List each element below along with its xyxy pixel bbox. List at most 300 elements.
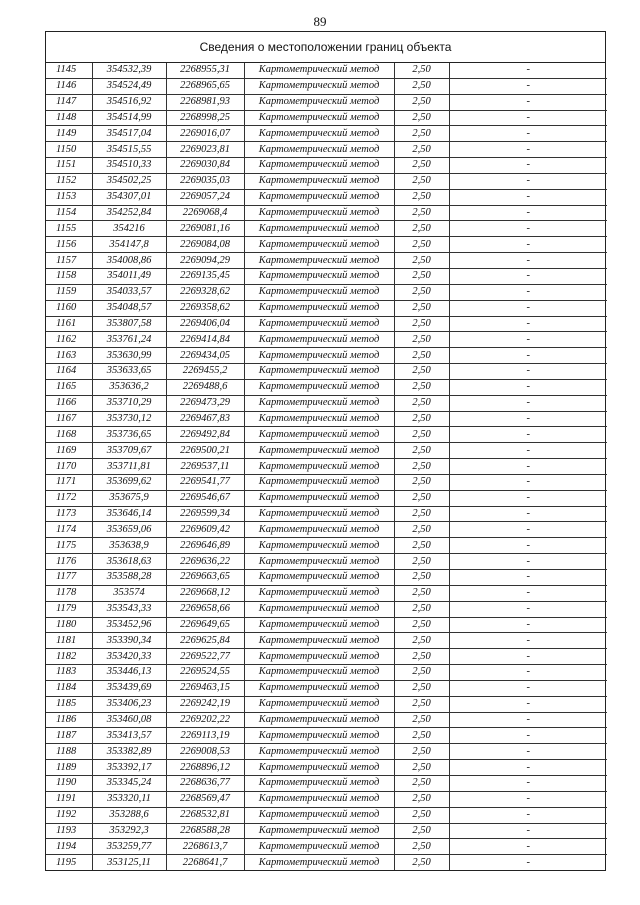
x-coordinate-cell: 353633,65: [92, 364, 166, 380]
y-coordinate-cell: 2269035,03: [166, 173, 244, 189]
x-coordinate-cell: 353636,2: [92, 379, 166, 395]
x-coordinate-cell: 354033,57: [92, 284, 166, 300]
accuracy-cell: 2,50: [394, 807, 449, 823]
y-coordinate-cell: 2269663,65: [166, 570, 244, 586]
x-coordinate-cell: 353638,9: [92, 538, 166, 554]
method-cell: Картометрический метод: [244, 63, 394, 78]
accuracy-cell: 2,50: [394, 744, 449, 760]
description-cell: -: [449, 142, 607, 158]
description-cell: -: [449, 237, 607, 253]
accuracy-cell: 2,50: [394, 775, 449, 791]
description-cell: -: [449, 744, 607, 760]
y-coordinate-cell: 2269202,22: [166, 712, 244, 728]
table-row: [46, 316, 607, 332]
y-coordinate-cell: 2269500,21: [166, 443, 244, 459]
y-coordinate-cell: 2269328,62: [166, 284, 244, 300]
table-row: [46, 760, 607, 776]
y-coordinate-cell: 2269625,84: [166, 633, 244, 649]
table-row: [46, 443, 607, 459]
point-number-cell: 1169: [46, 443, 92, 459]
x-coordinate-cell: 354502,25: [92, 173, 166, 189]
y-coordinate-cell: 2268981,93: [166, 94, 244, 110]
y-coordinate-cell: 2269522,77: [166, 649, 244, 665]
method-cell: Картометрический метод: [244, 633, 394, 649]
y-coordinate-cell: 2269463,15: [166, 680, 244, 696]
point-number-cell: 1182: [46, 649, 92, 665]
method-cell: Картометрический метод: [244, 855, 394, 870]
y-coordinate-cell: 2269636,22: [166, 554, 244, 570]
description-cell: -: [449, 775, 607, 791]
method-cell: Картометрический метод: [244, 474, 394, 490]
x-coordinate-cell: 354307,01: [92, 189, 166, 205]
y-coordinate-cell: 2268532,81: [166, 807, 244, 823]
table-title: Сведения о местоположении границ объекта: [46, 32, 605, 63]
x-coordinate-cell: 353675,9: [92, 490, 166, 506]
table-row: [46, 490, 607, 506]
table-row: [46, 474, 607, 490]
point-number-cell: 1157: [46, 253, 92, 269]
table-row: [46, 205, 607, 221]
method-cell: Картометрический метод: [244, 300, 394, 316]
x-coordinate-cell: 354516,92: [92, 94, 166, 110]
y-coordinate-cell: 2269541,77: [166, 474, 244, 490]
method-cell: Картометрический метод: [244, 680, 394, 696]
accuracy-cell: 2,50: [394, 94, 449, 110]
page-number: 89: [313, 14, 327, 29]
y-coordinate-cell: 2269068,4: [166, 205, 244, 221]
x-coordinate-cell: 353574: [92, 585, 166, 601]
y-coordinate-cell: 2269668,12: [166, 585, 244, 601]
method-cell: Картометрический метод: [244, 554, 394, 570]
description-cell: -: [449, 158, 607, 174]
point-number-cell: 1177: [46, 570, 92, 586]
x-coordinate-cell: 354147,8: [92, 237, 166, 253]
x-coordinate-cell: 354252,84: [92, 205, 166, 221]
table-row: [46, 237, 607, 253]
point-number-cell: 1156: [46, 237, 92, 253]
x-coordinate-cell: 353288,6: [92, 807, 166, 823]
accuracy-cell: 2,50: [394, 237, 449, 253]
point-number-cell: 1150: [46, 142, 92, 158]
description-cell: -: [449, 585, 607, 601]
table-row: [46, 189, 607, 205]
description-cell: -: [449, 522, 607, 538]
y-coordinate-cell: 2269434,05: [166, 348, 244, 364]
x-coordinate-cell: 353420,33: [92, 649, 166, 665]
accuracy-cell: 2,50: [394, 680, 449, 696]
point-number-cell: 1180: [46, 617, 92, 633]
x-coordinate-cell: 354515,55: [92, 142, 166, 158]
y-coordinate-cell: 2269455,2: [166, 364, 244, 380]
y-coordinate-cell: 2269016,07: [166, 126, 244, 142]
y-coordinate-cell: 2269081,16: [166, 221, 244, 237]
table-row: [46, 63, 607, 78]
table-row: [46, 855, 607, 870]
x-coordinate-cell: 353439,69: [92, 680, 166, 696]
x-coordinate-cell: 354524,49: [92, 78, 166, 94]
point-number-cell: 1192: [46, 807, 92, 823]
x-coordinate-cell: 354510,33: [92, 158, 166, 174]
y-coordinate-cell: 2269488,6: [166, 379, 244, 395]
table-row: [46, 300, 607, 316]
y-coordinate-cell: 2269094,29: [166, 253, 244, 269]
method-cell: Картометрический метод: [244, 78, 394, 94]
point-number-cell: 1149: [46, 126, 92, 142]
method-cell: Картометрический метод: [244, 205, 394, 221]
y-coordinate-cell: 2269084,08: [166, 237, 244, 253]
description-cell: -: [449, 189, 607, 205]
accuracy-cell: 2,50: [394, 585, 449, 601]
y-coordinate-cell: 2269008,53: [166, 744, 244, 760]
description-cell: -: [449, 474, 607, 490]
method-cell: Картометрический метод: [244, 570, 394, 586]
accuracy-cell: 2,50: [394, 633, 449, 649]
table-row: [46, 78, 607, 94]
point-number-cell: 1178: [46, 585, 92, 601]
x-coordinate-cell: 354517,04: [92, 126, 166, 142]
description-cell: -: [449, 839, 607, 855]
method-cell: Картометрический метод: [244, 189, 394, 205]
accuracy-cell: 2,50: [394, 411, 449, 427]
y-coordinate-cell: 2268613,7: [166, 839, 244, 855]
table-row: [46, 348, 607, 364]
method-cell: Картометрический метод: [244, 585, 394, 601]
table-row: [46, 126, 607, 142]
point-number-cell: 1183: [46, 665, 92, 681]
table-row: [46, 158, 607, 174]
description-cell: -: [449, 855, 607, 870]
description-cell: -: [449, 332, 607, 348]
method-cell: Картометрический метод: [244, 617, 394, 633]
x-coordinate-cell: 353452,96: [92, 617, 166, 633]
accuracy-cell: 2,50: [394, 791, 449, 807]
x-coordinate-cell: 354048,57: [92, 300, 166, 316]
method-cell: Картометрический метод: [244, 490, 394, 506]
description-cell: -: [449, 760, 607, 776]
accuracy-cell: 2,50: [394, 300, 449, 316]
table-row: [46, 142, 607, 158]
point-number-cell: 1145: [46, 63, 92, 78]
description-cell: -: [449, 284, 607, 300]
description-cell: -: [449, 728, 607, 744]
description-cell: -: [449, 823, 607, 839]
description-cell: -: [449, 110, 607, 126]
description-cell: -: [449, 63, 607, 78]
point-number-cell: 1162: [46, 332, 92, 348]
table-row: [46, 680, 607, 696]
table-row: [46, 712, 607, 728]
point-number-cell: 1194: [46, 839, 92, 855]
boundary-table-sheet: [45, 31, 606, 871]
y-coordinate-cell: 2268998,25: [166, 110, 244, 126]
method-cell: Картометрический метод: [244, 601, 394, 617]
y-coordinate-cell: 2269537,11: [166, 459, 244, 475]
description-cell: -: [449, 268, 607, 284]
accuracy-cell: 2,50: [394, 474, 449, 490]
table-row: [46, 173, 607, 189]
y-coordinate-cell: 2269546,67: [166, 490, 244, 506]
description-cell: -: [449, 570, 607, 586]
point-number-cell: 1189: [46, 760, 92, 776]
point-number-cell: 1158: [46, 268, 92, 284]
accuracy-cell: 2,50: [394, 760, 449, 776]
accuracy-cell: 2,50: [394, 538, 449, 554]
accuracy-cell: 2,50: [394, 78, 449, 94]
description-cell: -: [449, 601, 607, 617]
accuracy-cell: 2,50: [394, 379, 449, 395]
y-coordinate-cell: 2269023,81: [166, 142, 244, 158]
table-row: [46, 427, 607, 443]
method-cell: Картометрический метод: [244, 538, 394, 554]
point-number-cell: 1154: [46, 205, 92, 221]
y-coordinate-cell: 2269524,55: [166, 665, 244, 681]
point-number-cell: 1166: [46, 395, 92, 411]
point-number-cell: 1170: [46, 459, 92, 475]
description-cell: -: [449, 126, 607, 142]
description-cell: -: [449, 649, 607, 665]
point-number-cell: 1151: [46, 158, 92, 174]
x-coordinate-cell: 353413,57: [92, 728, 166, 744]
method-cell: Картометрический метод: [244, 823, 394, 839]
method-cell: Картометрический метод: [244, 427, 394, 443]
description-cell: -: [449, 348, 607, 364]
accuracy-cell: 2,50: [394, 364, 449, 380]
accuracy-cell: 2,50: [394, 601, 449, 617]
point-number-cell: 1174: [46, 522, 92, 538]
y-coordinate-cell: 2269406,04: [166, 316, 244, 332]
method-cell: Картометрический метод: [244, 744, 394, 760]
method-cell: Картометрический метод: [244, 348, 394, 364]
accuracy-cell: 2,50: [394, 839, 449, 855]
description-cell: -: [449, 300, 607, 316]
point-number-cell: 1160: [46, 300, 92, 316]
method-cell: Картометрический метод: [244, 665, 394, 681]
x-coordinate-cell: 353699,62: [92, 474, 166, 490]
accuracy-cell: 2,50: [394, 189, 449, 205]
accuracy-cell: 2,50: [394, 665, 449, 681]
table-row: [46, 617, 607, 633]
description-cell: -: [449, 205, 607, 221]
boundary-points-table: [46, 63, 607, 870]
method-cell: Картометрический метод: [244, 807, 394, 823]
method-cell: Картометрический метод: [244, 253, 394, 269]
accuracy-cell: 2,50: [394, 395, 449, 411]
table-row: [46, 728, 607, 744]
table-body: [46, 63, 607, 870]
description-cell: -: [449, 554, 607, 570]
accuracy-cell: 2,50: [394, 728, 449, 744]
accuracy-cell: 2,50: [394, 205, 449, 221]
method-cell: Картометрический метод: [244, 395, 394, 411]
point-number-cell: 1152: [46, 173, 92, 189]
x-coordinate-cell: 353406,23: [92, 696, 166, 712]
method-cell: Картометрический метод: [244, 459, 394, 475]
description-cell: -: [449, 443, 607, 459]
description-cell: -: [449, 221, 607, 237]
table-row: [46, 601, 607, 617]
description-cell: -: [449, 316, 607, 332]
description-cell: -: [449, 791, 607, 807]
table-row: [46, 823, 607, 839]
x-coordinate-cell: 353711,81: [92, 459, 166, 475]
method-cell: Картометрический метод: [244, 110, 394, 126]
accuracy-cell: 2,50: [394, 649, 449, 665]
method-cell: Картометрический метод: [244, 379, 394, 395]
x-coordinate-cell: 353382,89: [92, 744, 166, 760]
method-cell: Картометрический метод: [244, 696, 394, 712]
x-coordinate-cell: 353630,99: [92, 348, 166, 364]
description-cell: -: [449, 490, 607, 506]
x-coordinate-cell: 353446,13: [92, 665, 166, 681]
x-coordinate-cell: 353618,63: [92, 554, 166, 570]
accuracy-cell: 2,50: [394, 63, 449, 78]
table-row: [46, 791, 607, 807]
description-cell: -: [449, 411, 607, 427]
description-cell: -: [449, 364, 607, 380]
x-coordinate-cell: 353761,24: [92, 332, 166, 348]
accuracy-cell: 2,50: [394, 142, 449, 158]
x-coordinate-cell: 353710,29: [92, 395, 166, 411]
table-row: [46, 522, 607, 538]
y-coordinate-cell: 2268636,77: [166, 775, 244, 791]
y-coordinate-cell: 2268965,65: [166, 78, 244, 94]
point-number-cell: 1168: [46, 427, 92, 443]
method-cell: Картометрический метод: [244, 221, 394, 237]
accuracy-cell: 2,50: [394, 443, 449, 459]
point-number-cell: 1188: [46, 744, 92, 760]
accuracy-cell: 2,50: [394, 173, 449, 189]
method-cell: Картометрический метод: [244, 839, 394, 855]
table-row: [46, 744, 607, 760]
x-coordinate-cell: 353588,28: [92, 570, 166, 586]
table-row: [46, 538, 607, 554]
accuracy-cell: 2,50: [394, 522, 449, 538]
y-coordinate-cell: 2269057,24: [166, 189, 244, 205]
method-cell: Картометрический метод: [244, 142, 394, 158]
point-number-cell: 1163: [46, 348, 92, 364]
description-cell: -: [449, 506, 607, 522]
point-number-cell: 1190: [46, 775, 92, 791]
point-number-cell: 1193: [46, 823, 92, 839]
x-coordinate-cell: 353345,24: [92, 775, 166, 791]
table-row: [46, 221, 607, 237]
method-cell: Картометрический метод: [244, 94, 394, 110]
point-number-cell: 1175: [46, 538, 92, 554]
table-row: [46, 506, 607, 522]
accuracy-cell: 2,50: [394, 126, 449, 142]
point-number-cell: 1186: [46, 712, 92, 728]
description-cell: -: [449, 427, 607, 443]
table-row: [46, 649, 607, 665]
table-row: [46, 268, 607, 284]
method-cell: Картометрический метод: [244, 649, 394, 665]
description-cell: -: [449, 459, 607, 475]
table-row: [46, 839, 607, 855]
table-row: [46, 570, 607, 586]
table-row: [46, 585, 607, 601]
method-cell: Картометрический метод: [244, 237, 394, 253]
x-coordinate-cell: 353292,3: [92, 823, 166, 839]
y-coordinate-cell: 2269473,29: [166, 395, 244, 411]
method-cell: Картометрический метод: [244, 332, 394, 348]
y-coordinate-cell: 2268588,28: [166, 823, 244, 839]
point-number-cell: 1176: [46, 554, 92, 570]
accuracy-cell: 2,50: [394, 570, 449, 586]
y-coordinate-cell: 2268896,12: [166, 760, 244, 776]
y-coordinate-cell: 2269646,89: [166, 538, 244, 554]
y-coordinate-cell: 2268641,7: [166, 855, 244, 870]
accuracy-cell: 2,50: [394, 348, 449, 364]
point-number-cell: 1164: [46, 364, 92, 380]
point-number-cell: 1167: [46, 411, 92, 427]
y-coordinate-cell: 2269358,62: [166, 300, 244, 316]
y-coordinate-cell: 2268955,31: [166, 63, 244, 78]
y-coordinate-cell: 2269113,19: [166, 728, 244, 744]
method-cell: Картометрический метод: [244, 791, 394, 807]
accuracy-cell: 2,50: [394, 110, 449, 126]
accuracy-cell: 2,50: [394, 459, 449, 475]
table-row: [46, 379, 607, 395]
description-cell: -: [449, 633, 607, 649]
x-coordinate-cell: 353709,67: [92, 443, 166, 459]
accuracy-cell: 2,50: [394, 490, 449, 506]
x-coordinate-cell: 353125,11: [92, 855, 166, 870]
accuracy-cell: 2,50: [394, 316, 449, 332]
point-number-cell: 1172: [46, 490, 92, 506]
table-row: [46, 665, 607, 681]
accuracy-cell: 2,50: [394, 617, 449, 633]
y-coordinate-cell: 2269658,66: [166, 601, 244, 617]
x-coordinate-cell: 354532,39: [92, 63, 166, 78]
description-cell: -: [449, 680, 607, 696]
x-coordinate-cell: 353390,34: [92, 633, 166, 649]
method-cell: Картометрический метод: [244, 443, 394, 459]
method-cell: Картометрический метод: [244, 522, 394, 538]
y-coordinate-cell: 2268569,47: [166, 791, 244, 807]
x-coordinate-cell: 353543,33: [92, 601, 166, 617]
description-cell: -: [449, 617, 607, 633]
method-cell: Картометрический метод: [244, 126, 394, 142]
table-row: [46, 411, 607, 427]
table-row: [46, 110, 607, 126]
x-coordinate-cell: 353736,65: [92, 427, 166, 443]
method-cell: Картометрический метод: [244, 268, 394, 284]
point-number-cell: 1155: [46, 221, 92, 237]
point-number-cell: 1165: [46, 379, 92, 395]
point-number-cell: 1153: [46, 189, 92, 205]
method-cell: Картометрический метод: [244, 158, 394, 174]
method-cell: Картометрический метод: [244, 506, 394, 522]
x-coordinate-cell: 353659,06: [92, 522, 166, 538]
point-number-cell: 1173: [46, 506, 92, 522]
point-number-cell: 1171: [46, 474, 92, 490]
description-cell: -: [449, 253, 607, 269]
description-cell: -: [449, 379, 607, 395]
x-coordinate-cell: 354216: [92, 221, 166, 237]
table-row: [46, 775, 607, 791]
point-number-cell: 1146: [46, 78, 92, 94]
description-cell: -: [449, 712, 607, 728]
x-coordinate-cell: 353392,17: [92, 760, 166, 776]
accuracy-cell: 2,50: [394, 253, 449, 269]
method-cell: Картометрический метод: [244, 728, 394, 744]
method-cell: Картометрический метод: [244, 712, 394, 728]
description-cell: -: [449, 538, 607, 554]
description-cell: -: [449, 173, 607, 189]
point-number-cell: 1184: [46, 680, 92, 696]
accuracy-cell: 2,50: [394, 696, 449, 712]
description-cell: -: [449, 807, 607, 823]
